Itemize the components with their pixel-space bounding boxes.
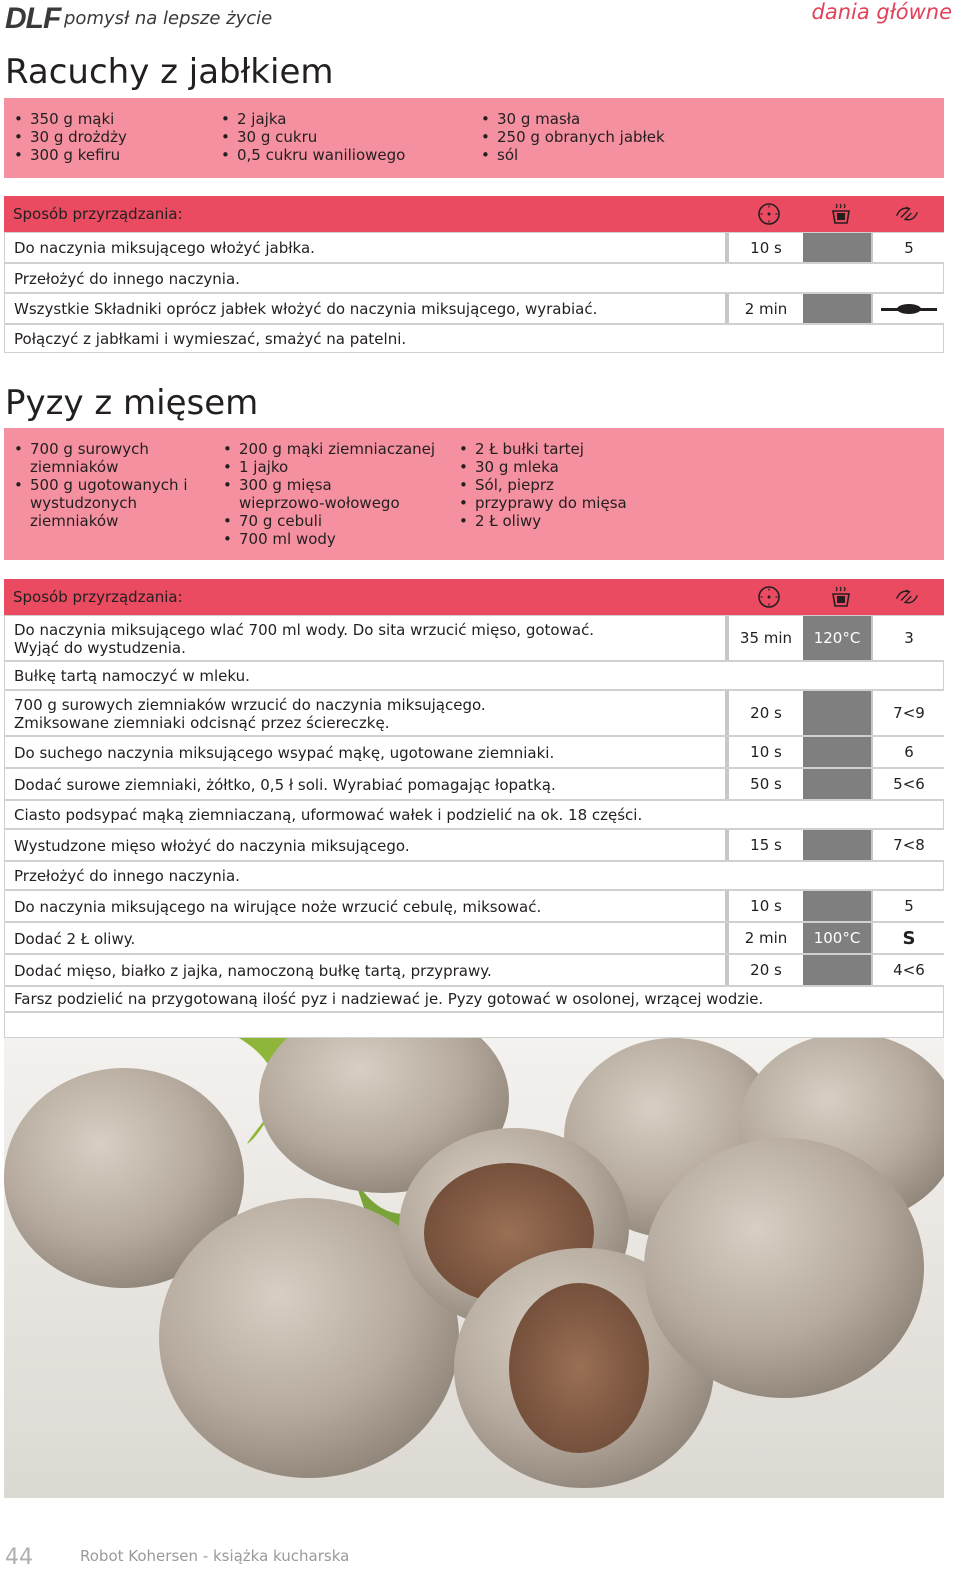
ingredient-item: • 500 g ugotowanych i wystudzonych ziemniaków	[30, 476, 190, 530]
ingredient-item: • 30 g drożdży	[30, 128, 127, 146]
ingredient-item: • 30 g mleka	[475, 458, 685, 476]
heating-bowl-icon	[828, 202, 854, 226]
ingredient-item: • 1 jajko	[239, 458, 449, 476]
ingredient-item: • 30 g cukru	[237, 128, 405, 146]
method-step	[4, 986, 944, 1012]
temperature-cell: 120°C	[803, 616, 871, 660]
ingredient-item: • 350 g mąki	[30, 110, 127, 128]
method-step	[4, 661, 944, 690]
time-cell: 10 s	[725, 891, 803, 921]
method-label: Sposób przyrządzania:	[13, 588, 183, 606]
time-cell: 2 min	[725, 294, 803, 323]
ingredient-item: • 0,5 cukru waniliowego	[237, 146, 405, 164]
step-text: Dodać mięso, białko z jajka, namoczoną bułkę tartą, przyprawy.	[14, 962, 492, 980]
time-cell: 20 s	[725, 691, 803, 735]
time-cell: 35 min	[725, 616, 803, 660]
method-step	[4, 736, 944, 768]
temperature-cell	[803, 294, 871, 323]
method-step	[4, 800, 944, 829]
ingredients-column	[4, 110, 127, 164]
method-step	[4, 954, 944, 986]
time-cell: 50 s	[725, 769, 803, 799]
temperature-cell	[803, 891, 871, 921]
step-text: Wszystkie Składniki oprócz jabłek włożyć do naczynia miksującego, wyrabiać.	[14, 300, 598, 318]
footer-title: Robot Kohersen - książka kucharska	[80, 1547, 350, 1565]
temperature-cell: 100°C	[803, 923, 871, 953]
speed-cell: 5	[871, 233, 945, 262]
speed-cell: 7<9	[871, 691, 945, 735]
method-step	[4, 232, 944, 263]
speed-cell: S	[871, 923, 945, 953]
method-step-empty	[4, 1012, 944, 1038]
method-header	[4, 579, 944, 615]
ingredient-item: • Sól, pieprz	[475, 476, 685, 494]
speed-cell: 6	[871, 737, 945, 767]
ingredient-item: • 700 ml wody	[239, 530, 449, 548]
ingredient-item: • 30 g masła	[497, 110, 665, 128]
ingredient-item: • 200 g mąki ziemniaczanej	[239, 440, 449, 458]
ingredients-column	[4, 440, 190, 530]
step-text: Do suchego naczynia miksującego wsypać mąkę, ugotowane ziemniaki.	[14, 744, 555, 762]
step-text: Połączyć z jabłkami i wymieszać, smażyć na patelni.	[14, 330, 407, 348]
page-header	[0, 0, 960, 48]
ingredient-item: • przyprawy do mięsa	[475, 494, 685, 512]
time-cell: 15 s	[725, 830, 803, 860]
step-text: Dodać 2 Ł oliwy.	[14, 930, 136, 948]
ingredient-item: • 250 g obranych jabłek	[497, 128, 665, 146]
step-text: Ciasto podsypać mąką ziemniaczaną, uformować wałek i podzielić na ok. 18 części.	[14, 806, 643, 824]
speed-cell	[871, 294, 945, 323]
timer-icon	[756, 585, 782, 609]
step-text-line2: Wyjąć do wystudzenia.	[14, 639, 186, 657]
ingredient-item: • sól	[497, 146, 665, 164]
ingredients-column	[213, 440, 449, 548]
method-step	[4, 890, 944, 922]
ingredient-item: • 300 g kefiru	[30, 146, 127, 164]
method-step	[4, 615, 944, 661]
speed-cell: 3	[871, 616, 945, 660]
speed-cell: 5<6	[871, 769, 945, 799]
method-step	[4, 768, 944, 800]
ingredient-item: • 70 g cebuli	[239, 512, 449, 530]
method-step	[4, 922, 944, 954]
dumplings-photo	[4, 1038, 944, 1498]
ingredients-column	[449, 440, 685, 530]
brand-logo: DLF	[5, 2, 61, 35]
step-text: Wystudzone mięso włożyć do naczynia miksującego.	[14, 837, 410, 855]
step-text: Farsz podzielić na przygotowaną ilość pyz i nadziewać je. Pyzy gotować w osolonej, wrzącej wodzie.	[14, 990, 764, 1008]
temperature-cell	[803, 737, 871, 767]
step-text: Przełożyć do innego naczynia.	[14, 867, 240, 885]
ingredients-box	[4, 98, 944, 178]
method-header	[4, 196, 944, 232]
step-text: Do naczynia miksującego na wirujące noże wrzucić cebulę, miksować.	[14, 898, 542, 916]
step-text: Dodać surowe ziemniaki, żółtko, 0,5 ł soli. Wyrabiać pomagając łopatką.	[14, 776, 556, 794]
temperature-cell	[803, 769, 871, 799]
temperature-cell	[803, 830, 871, 860]
time-cell: 10 s	[725, 737, 803, 767]
recipe-title: Pyzy z mięsem	[5, 383, 259, 423]
step-text: Do naczynia miksującego wlać 700 ml wody. Do sita wrzucić mięso, gotować.	[14, 621, 595, 639]
method-step	[4, 293, 944, 324]
method-label: Sposób przyrządzania:	[13, 205, 183, 223]
brand-slogan: pomysł na lepsze życie	[64, 8, 273, 29]
method-step	[4, 263, 944, 293]
temperature-cell	[803, 233, 871, 262]
heating-bowl-icon	[828, 585, 854, 609]
speed-cell: 7<8	[871, 830, 945, 860]
step-text: 700 g surowych ziemniaków wrzucić do naczynia miksującego.	[14, 696, 486, 714]
ingredients-column	[211, 110, 405, 164]
speed-icon	[894, 202, 920, 226]
method-step	[4, 829, 944, 861]
timer-icon	[756, 202, 782, 226]
step-text: Do naczynia miksującego włożyć jabłka.	[14, 239, 315, 257]
method-step	[4, 861, 944, 890]
recipe-title: Racuchy z jabłkiem	[5, 52, 334, 92]
method-step	[4, 324, 944, 353]
time-cell: 2 min	[725, 923, 803, 953]
kneading-hook-icon	[881, 303, 937, 315]
ingredients-column	[471, 110, 665, 164]
speed-icon	[894, 585, 920, 609]
speed-cell: 4<6	[871, 955, 945, 985]
temperature-cell	[803, 955, 871, 985]
ingredient-item: • 2 jajka	[237, 110, 405, 128]
speed-cell: 5	[871, 891, 945, 921]
category-label: dania główne	[811, 0, 952, 24]
ingredients-box	[4, 428, 944, 560]
time-cell: 10 s	[725, 233, 803, 262]
ingredient-item: • 700 g surowych ziemniaków	[30, 440, 190, 476]
step-text: Bułkę tartą namoczyć w mleku.	[14, 667, 250, 685]
ingredient-item: • 2 Ł bułki tartej	[475, 440, 685, 458]
time-cell: 20 s	[725, 955, 803, 985]
page-number: 44	[5, 1545, 33, 1570]
step-text-line2: Zmiksowane ziemniaki odcisnąć przez ściereczkę.	[14, 714, 390, 732]
temperature-cell	[803, 691, 871, 735]
ingredient-item: • 300 g mięsa wieprzowo-wołowego	[239, 476, 414, 512]
ingredient-item: • 2 Ł oliwy	[475, 512, 685, 530]
method-step	[4, 690, 944, 736]
step-text: Przełożyć do innego naczynia.	[14, 270, 240, 288]
